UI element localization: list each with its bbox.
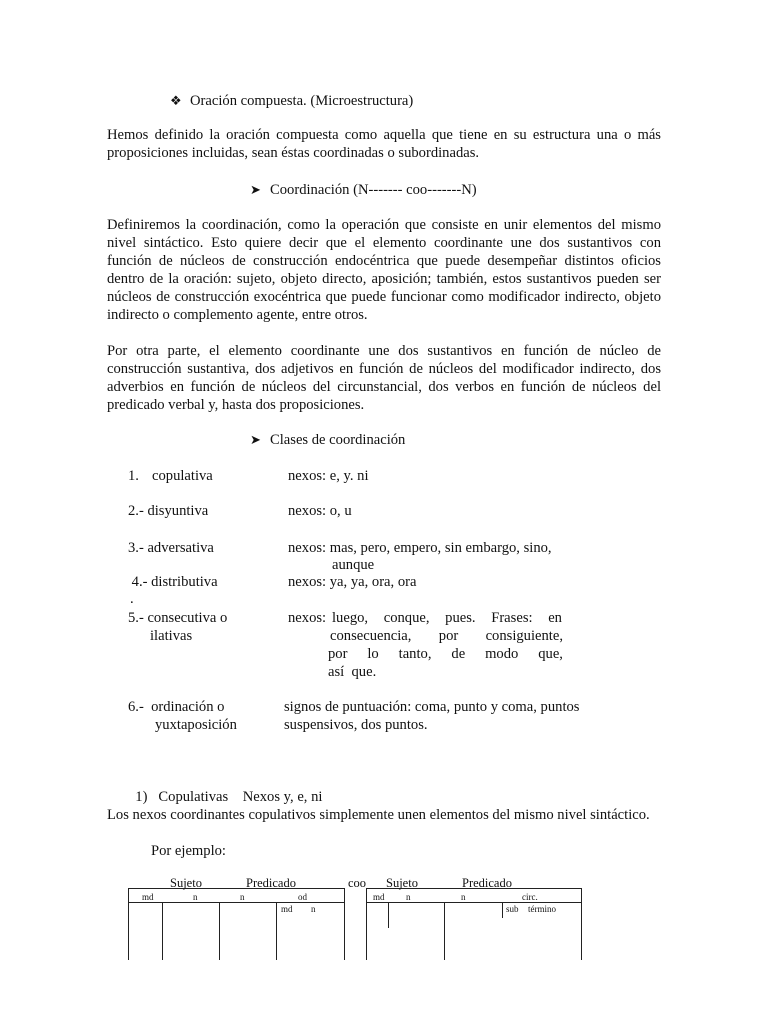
- text-line: Definiremos la coordinación, como la operación que consiste en unir elementos del mismo: [107, 217, 661, 233]
- class-nexos: nexos: mas, pero, empero, sin embargo, sino,: [288, 540, 552, 556]
- class-nexos-row: [332, 609, 562, 627]
- paragraph-coordinacion: [107, 216, 661, 324]
- cell-n: n: [240, 892, 245, 902]
- cell-md: md: [142, 892, 154, 902]
- label-predicado: Predicado: [462, 876, 512, 890]
- table-column-border: [344, 888, 345, 960]
- table-row-divider: [128, 902, 344, 903]
- text-line: indirecto o complemento agente, entre otros.: [107, 307, 368, 323]
- word: consecuencia,: [330, 628, 412, 644]
- word: por: [438, 628, 459, 644]
- label-coo: coo: [348, 876, 367, 890]
- class-name-cont: yuxtaposición: [155, 717, 237, 733]
- text-line: Por otra parte, el elemento coordinante une dos sustantivos en función de núcleo de: [107, 343, 661, 359]
- class-nexos-label: nexos:: [288, 610, 327, 626]
- table-column-border: [219, 902, 220, 960]
- heading-coordinacion: [250, 181, 477, 199]
- table-column-border: [128, 888, 129, 960]
- cell-circ: circ.: [522, 892, 538, 902]
- table-row-divider: [366, 902, 582, 903]
- word: modo: [485, 646, 519, 662]
- word: por: [328, 646, 348, 662]
- word: consiguiente,: [485, 628, 563, 644]
- heading-text: Coordinación (N------- coo-------N): [270, 182, 477, 198]
- text-line: adverbios en función de núcleos del circunstancial, dos verbos en función de núcleos del: [107, 379, 661, 395]
- word: pues.: [445, 610, 476, 626]
- text-line: proposiciones incluidas, sean éstas coordinadas o subordinadas.: [107, 145, 480, 161]
- text-line: construcción sustantiva, dos adjetivos en función de núcleos del modificador indirecto, dos: [107, 361, 661, 377]
- heading-oracion-compuesta: [170, 92, 413, 110]
- table-column-border: [502, 902, 503, 918]
- class-name: copulativa: [152, 468, 213, 484]
- class-name: 4.- distributiva: [128, 574, 218, 590]
- cell-termino: término: [528, 904, 556, 914]
- table-column-border: [388, 902, 389, 928]
- class-name: 5.- consecutiva o: [128, 610, 228, 626]
- text-line: nivel sintáctico. Esto quiere decir que el elemento coordinante une dos sustantivos con: [107, 235, 661, 251]
- class-nexos-row: [328, 645, 563, 663]
- syntax-analysis-table: [128, 888, 582, 960]
- word: que,: [538, 646, 563, 662]
- label-sujeto: Sujeto: [170, 876, 202, 890]
- cell-od: od: [298, 892, 307, 902]
- text-line: dentro de la oración: sujeto, objeto directo, aposición; también, estos sustantivos pueden ser: [107, 271, 661, 287]
- word: de: [451, 646, 466, 662]
- heading-number: 1): [135, 789, 148, 805]
- word: conque,: [383, 610, 430, 626]
- cell-sub: sub: [506, 904, 519, 914]
- word: en: [548, 610, 562, 626]
- class-name: 2.- disyuntiva: [128, 503, 209, 519]
- class-nexos: nexos: ya, ya, ora, ora: [288, 574, 417, 590]
- word: tanto,: [398, 646, 432, 662]
- class-name: 3.- adversativa: [128, 540, 214, 556]
- cell-md: md: [373, 892, 385, 902]
- class-nexos-cont: suspensivos, dos puntos.: [284, 717, 428, 733]
- diamond-bullet-icon: ❖: [170, 93, 182, 108]
- cell-md: md: [281, 904, 293, 914]
- cell-n: n: [311, 904, 316, 914]
- heading-text: Oración compuesta. (Microestructura): [190, 93, 414, 109]
- table-top-border: [366, 888, 582, 889]
- class-nexos-row: [330, 627, 563, 645]
- cell-n: n: [193, 892, 198, 902]
- paragraph-elemento-coordinante: [107, 342, 661, 414]
- class-nexos: signos de puntuación: coma, punto y coma, puntos: [284, 699, 580, 715]
- text-line: predicado verbal y, hasta dos proposiciones.: [107, 397, 365, 413]
- word: luego,: [332, 610, 369, 626]
- cell-n: n: [461, 892, 466, 902]
- table-top-border: [128, 888, 344, 889]
- table-column-border: [276, 902, 277, 960]
- text-line: función de núcleos de construcción endocéntrica que puede desempeñar distintos oficios: [107, 253, 661, 269]
- table-column-border: [366, 888, 367, 960]
- arrow-bullet-icon: ➤: [250, 432, 261, 447]
- heading-text: Copulativas Nexos y, e, ni: [158, 789, 323, 805]
- class-nexos: nexos: o, u: [288, 503, 352, 519]
- heading-text: Clases de coordinación: [270, 432, 406, 448]
- text-line: núcleos de construcción exocéntrica que puede funcionar como modificador indirecto, objeto: [107, 289, 661, 305]
- text-line: Hemos definido la oración compuesta como aquella que tiene en su estructura una o más: [107, 127, 661, 143]
- label-sujeto: Sujeto: [386, 876, 418, 890]
- cell-n: n: [406, 892, 411, 902]
- example-label: Por ejemplo:: [151, 843, 226, 859]
- class-name: 6.- ordinación o: [128, 699, 225, 715]
- class-number: 1.: [128, 468, 139, 484]
- class-nexos-cont: aunque: [332, 557, 375, 573]
- paragraph-definicion: [107, 126, 661, 162]
- table-column-border: [162, 902, 163, 960]
- table-column-border: [444, 902, 445, 960]
- paragraph-nexos-copulativos: Los nexos coordinantes copulativos simplemente unen elementos del mismo nivel sintáctico.: [107, 807, 650, 823]
- heading-copulativas: [128, 770, 322, 806]
- word: Frases:: [491, 610, 533, 626]
- class-nexos-cont: así que.: [328, 664, 377, 680]
- word: lo: [367, 646, 379, 662]
- label-predicado: Predicado: [246, 876, 296, 890]
- table-column-border: [581, 888, 582, 960]
- arrow-bullet-icon: ➤: [250, 182, 261, 197]
- class-name-cont: ilativas: [150, 628, 193, 644]
- heading-clases: [250, 431, 405, 449]
- stray-dot: .: [130, 591, 134, 607]
- class-nexos: nexos: e, y. ni: [288, 468, 369, 484]
